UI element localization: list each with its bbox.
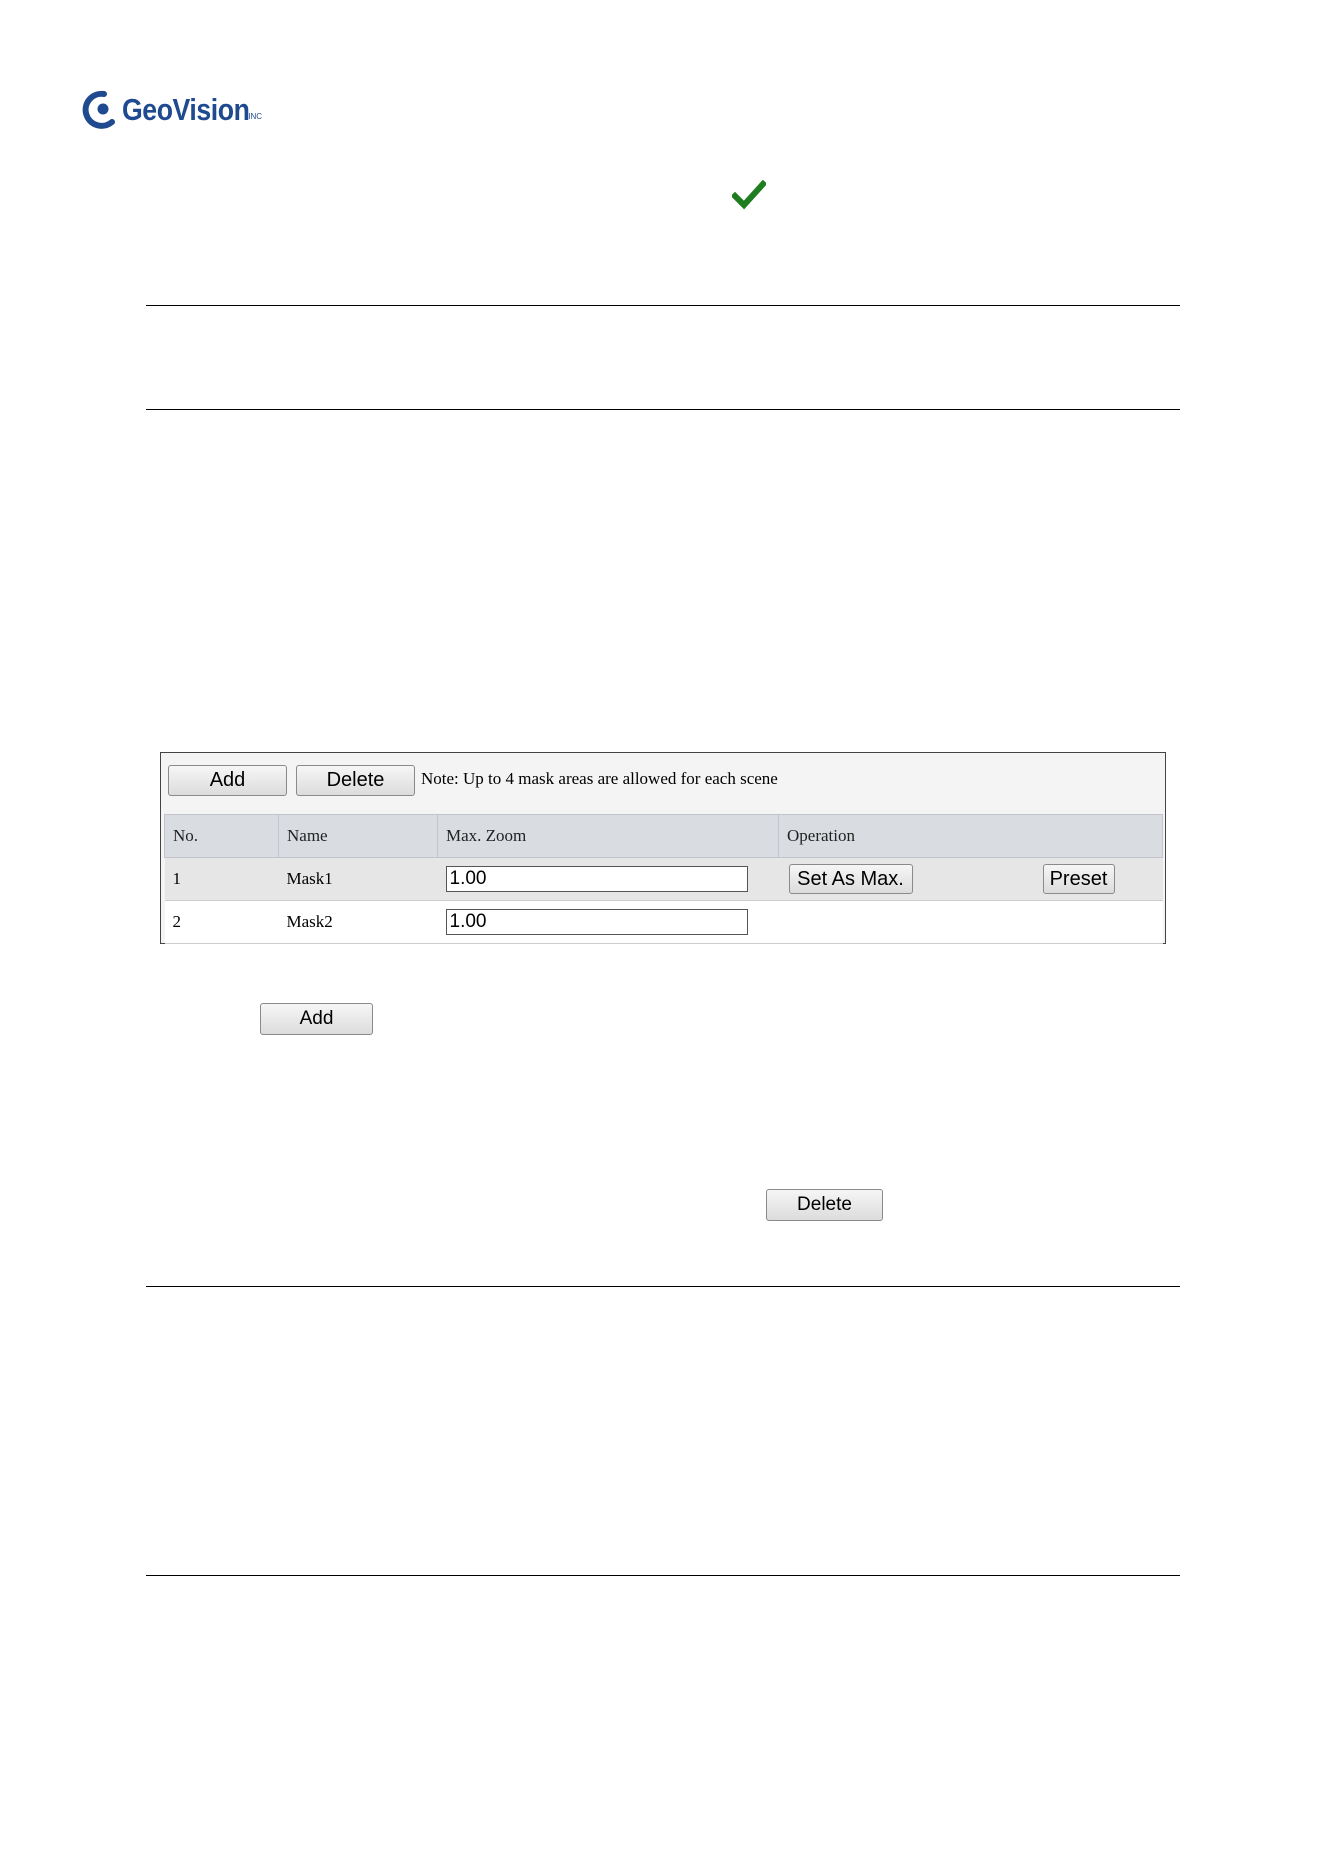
row-name: Mask1: [279, 858, 438, 901]
brand-trademark: INC: [248, 111, 263, 121]
inline-add-button[interactable]: Add: [260, 1003, 373, 1035]
max-zoom-input[interactable]: [446, 909, 748, 935]
divider: [146, 1575, 1180, 1576]
divider: [146, 1286, 1180, 1287]
mask-table: [164, 814, 1163, 944]
divider: [146, 305, 1180, 306]
operation-cell: [779, 901, 1163, 944]
table-row[interactable]: [165, 901, 1163, 944]
operation-cell: [779, 858, 1163, 901]
add-button[interactable]: Add: [168, 765, 287, 796]
table-row[interactable]: [165, 858, 1163, 901]
geovision-logo-icon: [82, 90, 118, 130]
row-name: Mask2: [279, 901, 438, 944]
divider: [146, 409, 1180, 410]
column-header-no: No.: [165, 815, 279, 858]
mask-settings-panel: [160, 752, 1166, 944]
table-header: [165, 815, 1163, 858]
max-zoom-cell: [438, 858, 779, 901]
brand-name: GeoVision: [122, 92, 250, 127]
column-header-operation: Operation: [779, 815, 1163, 858]
row-number: 2: [165, 901, 279, 944]
preset-button[interactable]: Preset: [1043, 864, 1115, 894]
set-as-max-button[interactable]: Set As Max.: [789, 864, 913, 894]
checkmark-icon: [732, 180, 766, 210]
max-zoom-input[interactable]: [446, 866, 748, 892]
inline-delete-button[interactable]: Delete: [766, 1189, 883, 1221]
mask-limit-note: Note: Up to 4 mask areas are allowed for each scene: [421, 769, 778, 788]
column-header-name: Name: [279, 815, 438, 858]
column-header-max-zoom: Max. Zoom: [438, 815, 779, 858]
max-zoom-cell: [438, 901, 779, 944]
geovision-logo: [82, 88, 262, 132]
row-number: 1: [165, 858, 279, 901]
delete-button[interactable]: Delete: [296, 765, 415, 796]
